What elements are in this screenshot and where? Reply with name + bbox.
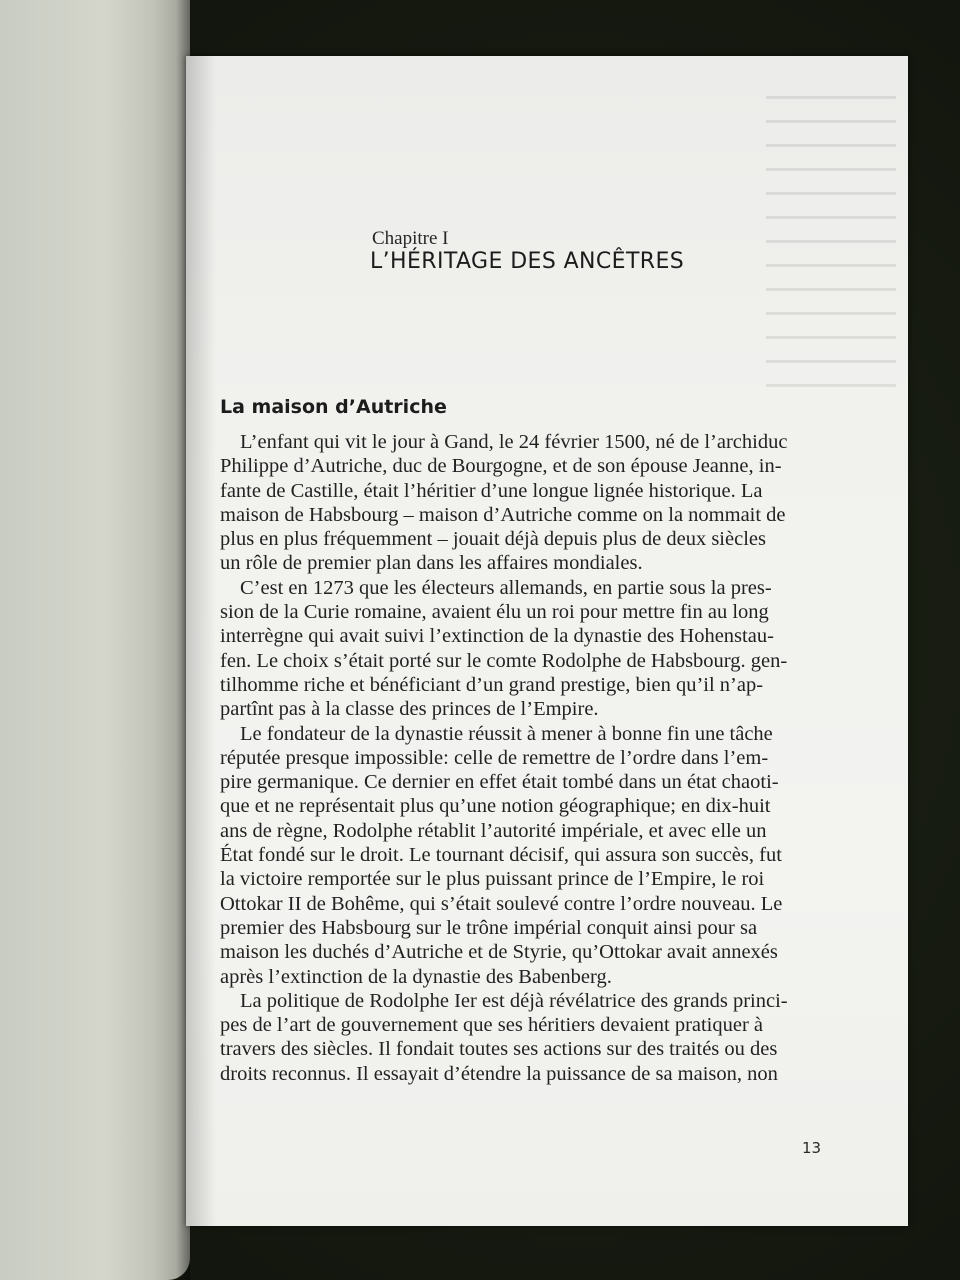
body-line: Philippe d’Autriche, duc de Bourgogne, et de son épouse Jeanne, in- [220, 455, 782, 478]
body-line: Ottokar II de Bohême, qui s’était soulevé contre l’ordre nouveau. Le [220, 892, 783, 915]
body-line: C’est en 1273 que les électeurs allemands, en partie sous la pres- [240, 576, 772, 599]
body-line: travers des siècles. Il fondait toutes ses actions sur des traités ou des [220, 1038, 778, 1061]
body-line: réputée presque impossible: celle de remettre de l’ordre dans l’em- [220, 746, 769, 769]
body-line: plus en plus fréquemment – jouait déjà depuis plus de deux siècles [220, 528, 766, 551]
section-heading: La maison d’Autriche [220, 396, 447, 418]
body-line: pire germanique. Ce dernier en effet était tombé dans un état chaoti- [220, 771, 779, 794]
body-line: tilhomme riche et bénéficiant d’un grand prestige, bien qu’il n’ap- [220, 673, 764, 696]
chapter-title: L’HÉRITAGE DES ANCÊTRES [370, 249, 685, 274]
body-line: maison de Habsbourg – maison d’Autriche comme on la nommait de [220, 503, 786, 526]
page-number: 13 [802, 1139, 822, 1157]
body-line: interrègne qui avait suivi l’extinction de la dynastie des Hohenstau- [220, 625, 774, 648]
body-line: maison les duchés d’Autriche et de Styrie, qu’Ottokar avait annexés [220, 941, 778, 964]
body-line: ans de règne, Rodolphe rétablit l’autorité impériale, et avec elle un [220, 819, 767, 842]
body-line: partînt pas à la classe des princes de l’Empire. [220, 698, 599, 721]
body-line: État fondé sur le droit. Le tournant décisif, qui assura son succès, fut [220, 844, 782, 867]
body-line: pes de l’art de gouvernement que ses héritiers devaient pratiquer à [220, 1014, 764, 1037]
show-through-text [766, 96, 896, 426]
chapter-label: Chapitre I [372, 228, 449, 249]
body-line: fen. Le choix s’était porté sur le comte Rodolphe de Habsbourg. gen- [220, 649, 788, 672]
body-line: un rôle de premier plan dans les affaires mondiales. [220, 552, 643, 575]
body-line: L’enfant qui vit le jour à Gand, le 24 février 1500, né de l’archiduc [240, 431, 788, 453]
body-text [220, 430, 820, 1086]
body-line: après l’extinction de la dynastie des Babenberg. [220, 965, 612, 988]
body-line: que et ne représentait plus qu’une notion géographique; en dix-huit [220, 795, 771, 818]
body-line: la victoire remportée sur le plus puissant prince de l’Empire, le roi [220, 868, 765, 891]
body-line: Le fondateur de la dynastie réussit à mener à bonne fin une tâche [240, 722, 773, 745]
left-page-edge [0, 0, 190, 1280]
body-line: sion de la Curie romaine, avaient élu un roi pour mettre fin au long [220, 601, 769, 624]
body-line: premier des Habsbourg sur le trône impérial conquit ainsi pour sa [220, 916, 758, 939]
body-line: droits reconnus. Il essayait d’étendre la puissance de sa maison, non [220, 1062, 778, 1085]
book-page [186, 56, 908, 1226]
body-line: fante de Castille, était l’héritier d’une longue lignée historique. La [220, 479, 763, 502]
body-line: La politique de Rodolphe Ier est déjà révélatrice des grands princi- [240, 989, 788, 1012]
